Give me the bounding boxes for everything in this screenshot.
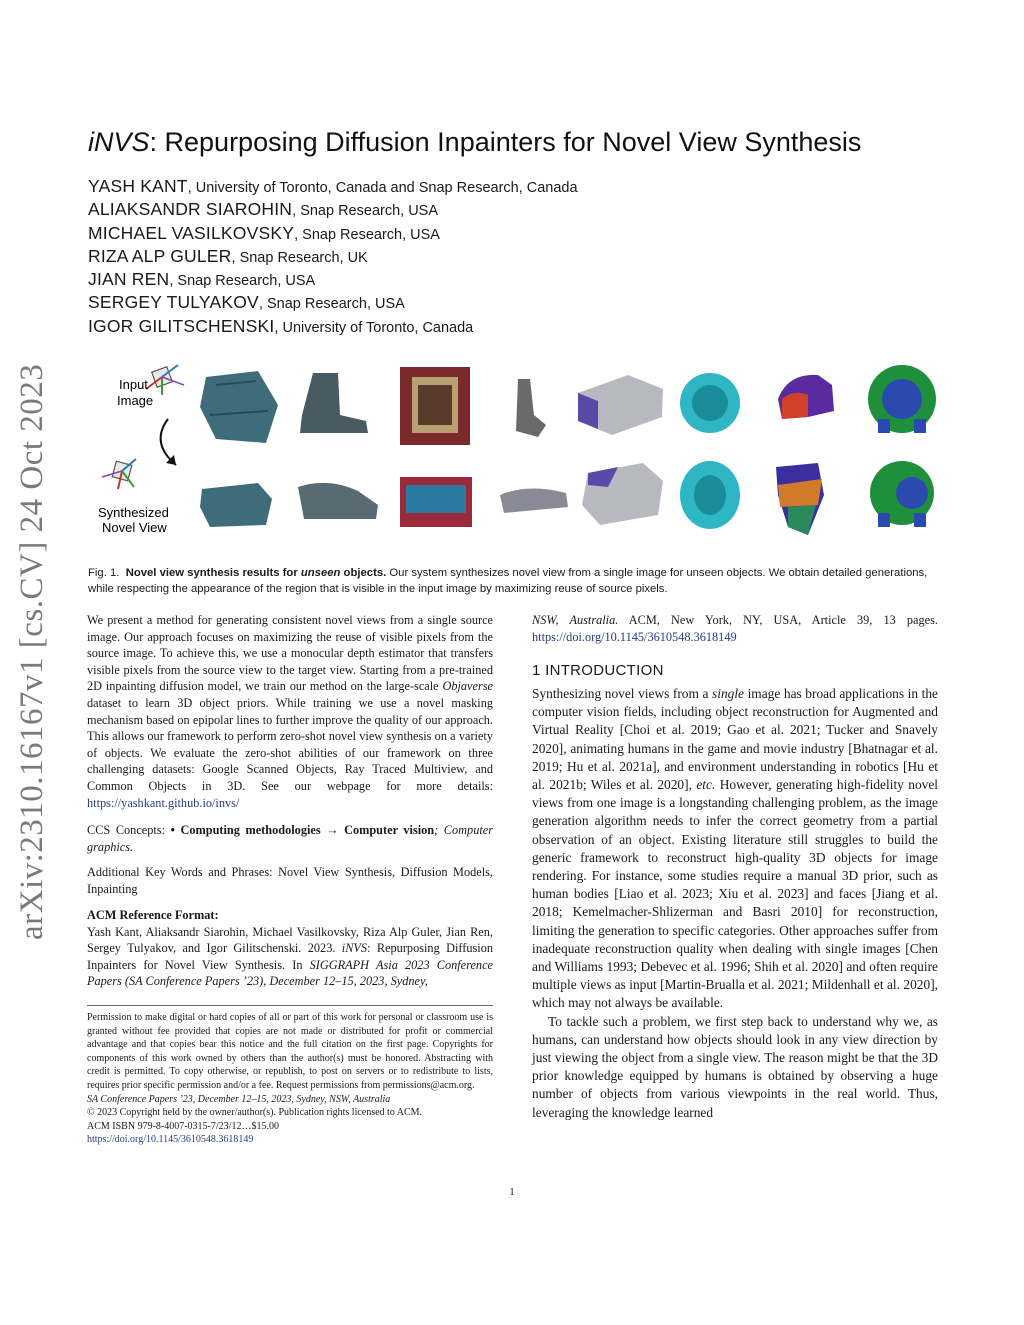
caption-text: Our system synthesizes novel view from a single image for unseen objects. We obtain detailed generations, while respecting the appearance of the region that is visible in the input image by maximizing reuse of source pixels.: [88, 567, 928, 595]
title-italic: iNVS: [88, 127, 150, 157]
camera-axes-icon: [146, 365, 184, 395]
paper-title: [88, 127, 861, 158]
author-line: [88, 269, 578, 292]
author-affiliation: , University of Toronto, Canada and Snap Research, Canada: [187, 180, 578, 196]
label-input-2: Image: [117, 393, 154, 408]
caption-bold: Novel view synthesis results for unseen objects.: [125, 567, 387, 579]
figure-caption: [88, 566, 938, 597]
permission-footnote: Permission to make digital or hard copies of all or part of this work for personal or classroom use is granted without fee provided that copies are not made or distributed for profit or commercial advantage and that copies bear this notice and the full citation on the first page. Copyrights for components of this work owned by others than the author(s) must be honored. Abstracting with credit is permitted. To copy otherwise, or republish, to post on servers or to redistribute to lists, requires prior specific permission and/or a fee. Request permissions from permissions@acm.org. SA Conference Papers ’23, December 12–15, 2023, Sydney, NSW, Australia © 2023 Copyright held by the owner/author(s). Publication rights licensed to ACM. ACM ISBN 979-8-4007-0315-7/23/12…$15.00 https://doi.org/10.1145/3610548.3618149: [87, 1012, 493, 1146]
author-name: IGOR GILITSCHENSKI: [88, 315, 275, 336]
reference-doi-link[interactable]: https://doi.org/10.1145/3610548.3618149: [532, 629, 737, 644]
author-affiliation: , Snap Research, USA: [292, 203, 439, 220]
author-name: SERGEY TULYAKOV: [88, 292, 259, 313]
abstract-text: We present a method for generating consistent novel views from a single source image. Our approach focuses on maximizing the reuse of visible pixels from the source image. To achieve this, we use a monocular depth estimator that transfers visible pixels from the source view to the target view. Starting from a pre-trained 2D inpainting diffusion model, we train our method on the large-scale Objaverse dataset to learn 3D object priors. While training we use a novel masking mechanism based on epipolar lines to further improve the quality of our approach. This allows our framework to perform zero-shot novel view synthesis on a variety of objects. We evaluate the zero-shot abilities of our framework on three challenging datasets: Google Scanned Objects, Ray Traced Multiview, and Common Objects in 3D. See our webpage for more details: https://yashkant.github.io/invs/: [87, 613, 493, 810]
input-row: [200, 365, 936, 445]
author-line: [88, 316, 578, 339]
intro-paragraph-1: Synthesizing novel views from a single image has broad applications in the computer vision fields, including object reconstruction for Augmented and Virtual Reality [Choi et al. 2019; Gao et al. 2021; Tucker and Snavely 2020], animating humans in the game and movie industry [Bhatnagar et al. 2019; Hu et al. 2021a], and environment understanding in robotics [Hu et al. 2021b; Wiles et al. 2020], etc. However, generating high-fidelity novel views from one image is a longstanding challenging problem, as the image generation algorithm needs to infer the correct geometry from a partial observation of an object. Existing literature still struggles to build the generic framework to reconstruct high-quality 3D objects for image rendering. For instance, some studies require a manual 3D prior, such as human bodies [Liao et al. 2023; Xiu et al. 2023] and faces [Jiang et al. 2018; Kemelmacher-Shlizerman and Basri 2010] for reconstruction, limiting the generation to specific categories. Other approaches suffer from inadequate reconstruction quality when dealing with single images [Chen and Williams 1993; Debevec et al. 1996; Shih et al. 2020] and often require multiple views as input [Martin-Brualla et al. 2021; Mildenhall et al. 2020], which may not always be available.: [532, 686, 939, 1011]
introduction: [532, 685, 938, 1122]
page-number: 1: [509, 1186, 515, 1198]
author-name: ALIAKSANDR SIAROHIN: [88, 199, 293, 220]
author-affiliation: , Snap Research, USA: [294, 226, 440, 243]
author-name: MICHAEL VASILKOVSKY: [88, 222, 295, 243]
author-line: [88, 223, 578, 246]
label-synth-1: Synthesized: [98, 505, 169, 520]
ccs-concepts: CCS Concepts: • Computing methodologies → Computer vision; Computer graphics.: [87, 823, 493, 854]
author-affiliation: , Snap Research, USA: [169, 273, 316, 290]
doi-link[interactable]: https://doi.org/10.1145/3610548.3618149: [87, 1134, 254, 1146]
footnote-rule: [87, 1005, 493, 1006]
keywords: Additional Key Words and Phrases: Novel View Synthesis, Diffusion Models, Inpainting: [87, 865, 494, 896]
author-name: JIAN REN: [88, 269, 170, 290]
reference-venue: SIGGRAPH Asia 2023 Conference Papers (SA Conference Papers ’23), December 12–15, 2023, Sydney,: [87, 957, 493, 989]
figure-1: [88, 355, 948, 555]
reference-venue-cont: NSW, Australia.: [532, 613, 619, 627]
reference-continuation: NSW, Australia. ACM, New York, NY, USA, Article 39, 13 pages. https://doi.org/10.1145/3610548.3618149: [532, 613, 938, 644]
project-link[interactable]: https://yashkant.github.io/invs/: [87, 795, 240, 810]
synthesized-row: [200, 461, 934, 535]
author-affiliation: , Snap Research, USA: [258, 296, 405, 313]
author-name: RIZA ALP GULER: [88, 245, 232, 266]
camera-axes-icon: [102, 459, 136, 489]
arxiv-stamp: arXiv:2310.16167v1 [cs.CV] 24 Oct 2023: [14, 363, 50, 940]
acm-reference: ACM Reference Format: Yash Kant, Aliaksandr Siarohin, Michael Vasilkovsky, Riza Alp Guler, Jian Ren, Sergey Tulyakov, and Igor Gilitschenski. 2023. iNVS: Repurposing Diffusion Inpainters for Novel View Synthesis. In SIGGRAPH Asia 2023 Conference Papers (SA Conference Papers ’23), December 12–15, 2023, Sydney,: [87, 908, 493, 989]
author-line: [88, 292, 578, 315]
intro-paragraph-2: To tackle such a problem, we first step back to understand why we, as humans, can understand how objects should look in any view direction by just viewing the object from a single view. The reason might be that the 3D prior knowledge equipped by humans is obtained by observing a huge number of objects from various viewpoints in the real world. Thus, leveraging the knowledge learned: [532, 1013, 938, 1120]
author-name: YASH KANT: [88, 176, 188, 196]
author-affiliation: , University of Toronto, Canada: [274, 319, 474, 336]
author-affiliation: , Snap Research, UK: [231, 249, 368, 266]
label-synth-2: Novel View: [102, 520, 167, 535]
object-shoe: [516, 379, 546, 437]
author-list: [88, 176, 578, 339]
abstract: [87, 612, 493, 811]
object-boot: [300, 373, 368, 433]
author-line: [88, 176, 578, 199]
reference-heading: ACM Reference Format:: [87, 908, 219, 922]
title-rest: : Repurposing Diffusion Inpainters for Novel View Synthesis: [149, 127, 862, 157]
author-line: [88, 199, 578, 222]
author-line: [88, 246, 578, 269]
label-input-1: Input: [119, 377, 148, 392]
section-heading: 1 INTRODUCTION: [532, 662, 664, 679]
caption-label: Fig. 1.: [88, 567, 120, 579]
